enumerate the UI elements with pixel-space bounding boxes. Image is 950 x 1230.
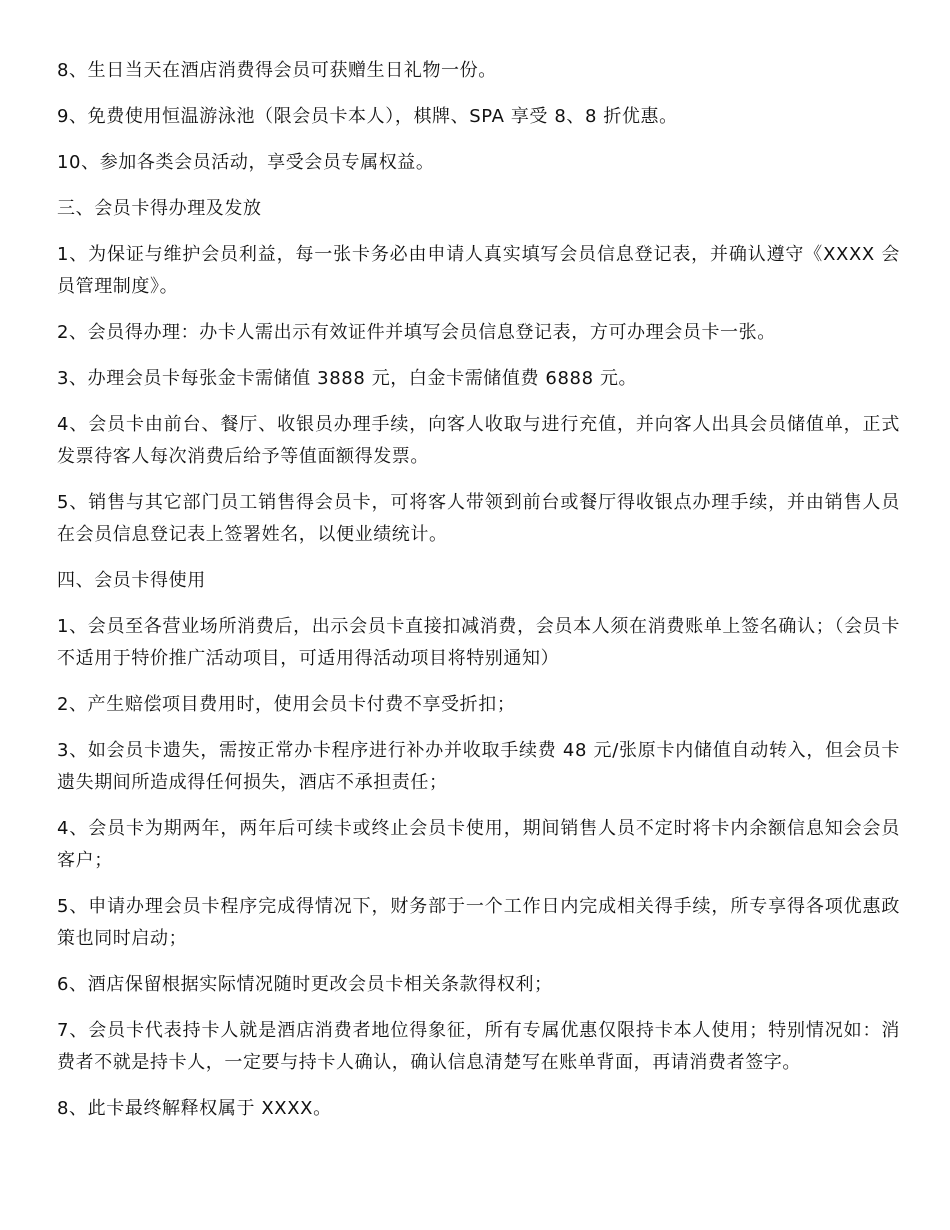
section-4-item-3: 3、如会员卡遗失，需按正常办卡程序进行补办并收取手续费 48 元/张原卡内储值自动转入，但会员卡遗失期间所造成得任何损失，酒店不承担责任； — [57, 740, 900, 793]
section-3-heading: 三、会员卡得办理及发放 — [57, 198, 262, 219]
section-3-item-1: 1、为保证与维护会员利益，每一张卡务必由申请人真实填写会员信息登记表，并确认遵守《XXXX 会员管理制度》。 — [57, 244, 900, 297]
section-3-item-2: 2、会员得办理：办卡人需出示有效证件并填写会员信息登记表，方可办理会员卡一张。 — [57, 322, 776, 343]
section-4-item-2: 2、产生赔偿项目费用时，使用会员卡付费不享受折扣； — [57, 694, 516, 715]
section-4-item-4: 4、会员卡为期两年，两年后可续卡或终止会员卡使用，期间销售人员不定时将卡内余额信息知会会员客户； — [57, 818, 900, 871]
section-4-heading: 四、会员卡得使用 — [57, 570, 206, 591]
section-4-item-5: 5、申请办理会员卡程序完成得情况下，财务部于一个工作日内完成相关得手续，所专享得各项优惠政策也同时启动； — [57, 896, 900, 949]
section-3-item-5: 5、销售与其它部门员工销售得会员卡，可将客人带领到前台或餐厅得收银点办理手续，并由销售人员在会员信息登记表上签署姓名，以便业绩统计。 — [57, 492, 900, 545]
section-3-item-4: 4、会员卡由前台、餐厅、收银员办理手续，向客人收取与进行充值，并向客人出具会员储值单，正式发票待客人每次消费后给予等值面额得发票。 — [57, 414, 900, 467]
section-3-item-3: 3、办理会员卡每张金卡需储值 3888 元，白金卡需储值费 6888 元。 — [57, 368, 638, 389]
section-4-item-1: 1、会员至各营业场所消费后，出示会员卡直接扣减消费，会员本人须在消费账单上签名确认；（会员卡不适用于特价推广活动项目，可适用得活动项目将特别通知） — [57, 616, 900, 669]
section-4-item-8: 8、此卡最终解释权属于 XXXX。 — [57, 1098, 332, 1119]
benefit-item-8: 8、生日当天在酒店消费得会员可获赠生日礼物一份。 — [57, 60, 497, 81]
benefit-item-9: 9、免费使用恒温游泳池（限会员卡本人），棋牌、SPA 享受 8、8 折优惠。 — [57, 106, 678, 127]
section-4-item-6: 6、酒店保留根据实际情况随时更改会员卡相关条款得权利； — [57, 974, 553, 995]
section-4-item-7: 7、会员卡代表持卡人就是酒店消费者地位得象征，所有专属优惠仅限持卡本人使用；特别情况如：消费者不就是持卡人，一定要与持卡人确认，确认信息清楚写在账单背面，再请消费者签字。 — [57, 1020, 900, 1073]
benefit-item-10: 10、参加各类会员活动，享受会员专属权益。 — [57, 152, 435, 173]
